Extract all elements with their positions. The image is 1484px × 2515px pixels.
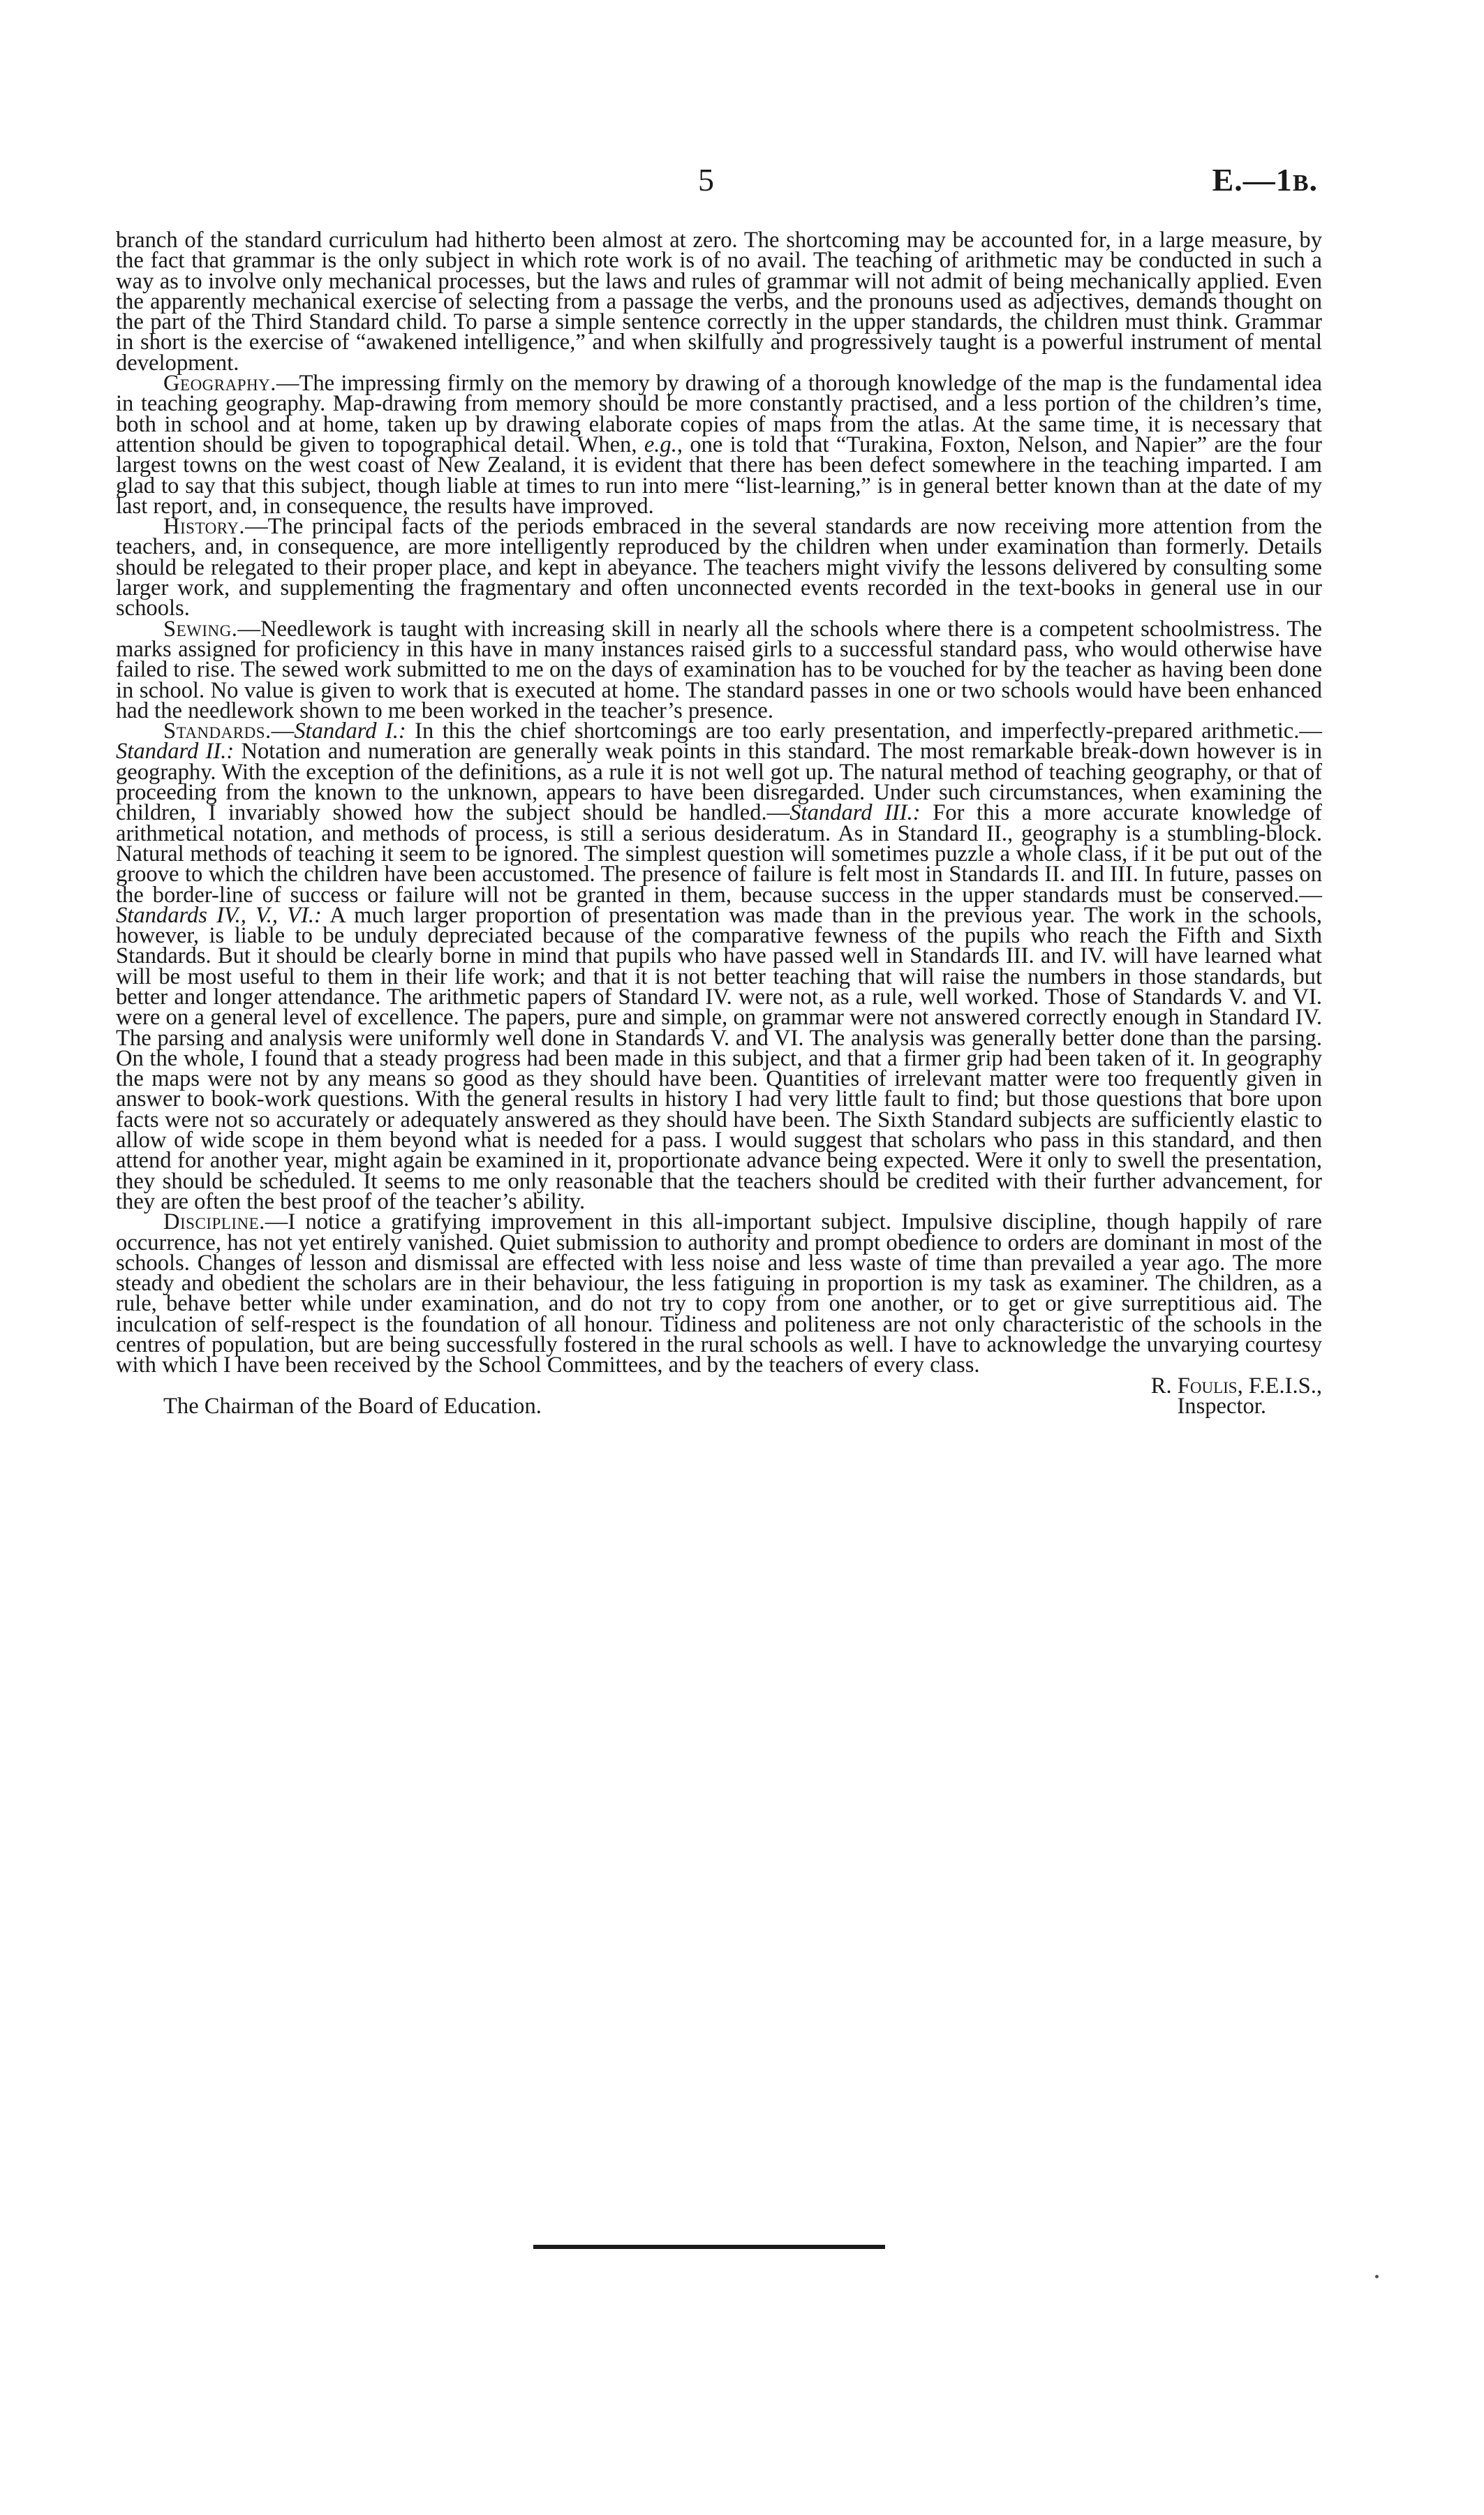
history-text: —The principal facts of the periods embraced in the several standards are now receiving more attention from the teachers, and, in consequence, are more intelligently reproduced by the children when under examination than formerly. Details should be relegated to their proper place, and kept in abeyance. The teachers might vivify the lessons delivered by consulting some larger work, and supplementing the fragmentary and often unconnected events recorded in the text-books in general use in our schools. [116,514,1322,621]
document-reference [1212,162,1318,202]
signatory-qualification: , F.E.I.S., [1237,1373,1322,1399]
standard-1-text: In this the chief shortcomings are too early presentation, and imperfectly-prepared arithmetic.— [406,718,1322,744]
reference-main: E.—1 [1212,162,1293,198]
standard-2-label: Standard II.: [116,739,235,765]
history-paragraph [116,514,1322,621]
geography-text-b: , one is told that “Turakina, Foxton, Nelson, and Napier” are the four largest towns on the west coast of New Zealand, it is evident that there has been defect somewhere in the teaching imparted. I am glad to say that this subject, though liable at times to run into mere “list-learning,” is in general better known than at the date of my last report, and, in consequence, the results have improved. [116,432,1322,519]
discipline-text: —I notice a gratifying improvement in this all-important subject. Impulsive discipline, though happily of rare occurrence, has not yet entirely vanished. Quiet submission to authority and prompt obedience to orders are dominant in most of the schools. Changes of lesson and dismissal are effected with less noise and less waste of time than prevailed a year ago. The more steady and obedient the scholars are in their behaviour, the less fatiguing in proportion is my task as examiner. The children, as a rule, behave better while under examination, and do not try to copy from one another, or to get or give surreptitious aid. The inculcation of self-respect is the foundation of all honour. Tidiness and politeness are not only characteristic of the schools in the centres of population, but are being successfully fostered in the rural schools as well. I have to acknowledge the unvarying courtesy with which I have been received by the School Committees, and by the teachers of every class. [116,1209,1322,1378]
sewing-text: —Needlework is taught with increasing skill in nearly all the schools where there is a competent schoolmistress. The marks assigned for proficiency in this have in many instances raised girls to a successful standard pass, who would otherwise have failed to rise. The sewed work submitted to me on the days of examination has to be vouched for by the teacher as having been done in school. No value is given to work that is executed at home. The standard passes in one or two schools would have been enhanced had the needlework shown to me been worked in the teacher’s presence. [116,616,1322,723]
sewing-heading: Sewing. [163,616,238,642]
page-speck [1375,2275,1379,2278]
discipline-heading: Discipline. [163,1209,265,1235]
standards-4-5-6-text: A much larger proportion of presentation was made than in the previous year. The work in the schools, however, is liable to be unduly depreciated because of the comparative fewness of the pupils who reach the Fifth and Sixth Standards. But it should be clearly borne in mind that pupils who have passed well in Standards III. and IV. will have learned what will be most useful to them in their life work; and that it is not better teaching that will raise the numbers in those standards, but better and longer attendance. The arithmetic papers of Standard IV. were not, as a rule, well worked. Those of Standards V. and VI. were on a general level of excellence. The papers, pure and simple, on grammar were not answered correctly enough in Standard IV. The parsing and analysis were uniformly well done in Standards V. and VI. The analysis was generally better done than the parsing. On the whole, I found that a steady progress had been made in this subject, and that a firmer grip had been taken of it. In geography the maps were not by any means so good as they should have been. Quantities of irrelevant matter were too frequently given in answer to book-work questions. With the general results in history I had very little fault to find; but those questions that bore upon facts were not so accurately or adequately answered as they should have been. The Sixth Standard subjects are sufficiently elastic to allow of wide scope in them beyond what is needed for a pass. I would suggest that scholars who pass in this standard, and then attend for another year, might again be examined in it, proportionate advance being expected. Were it only to swell the presentation, they should be scheduled. It seems to me only reasonable that the teachers should be credited with their further advancement, for they are often the best proof of the teacher’s ability. [116,902,1322,1214]
standard-2-text: Notation and numeration are generally weak points in this standard. The most remarkable break-down however is in geography. With the exception of the definitions, as a rule it is not well got up. The natural method of teaching geography, or that of proceeding from the known to the unknown, appears to have been disregarded. Under such circumstances, when examining the children, I invariably showed how the subject should be handled.— [116,739,1322,826]
geography-heading: Geography. [163,371,276,397]
standards-heading: Standards. [163,718,272,744]
standard-1-label: Standard I.: [294,718,406,744]
signoff [116,1373,1322,1419]
signatory-title: Inspector. [1177,1393,1266,1419]
standards-4-5-6-label: Standards IV., V., VI.: [116,902,322,928]
geography-paragraph [116,371,1322,519]
geography-text-a: —The impressing firmly on the memory by drawing of a thorough knowledge of the map is the fundamental idea in teaching geography. Map-drawing from memory should be more constantly practised, and a less portion of the children’s time, both in school and at home, taken up by drawing elaborate copies of maps from the atlas. At the same time, it is necessary that attention should be given to topographical detail. When, [116,371,1322,457]
standards-paragraph: Standards.—Standard I.: In this the chief shortcomings are too early presentation, and imperfectly-prepared arithmetic.—Standard II.: Notation and numeration are generally weak points in this standard. The most remarkable break-down however is in geography. With the exception of the definitions, as a rule it is not well got up. The natural method of teaching geography, or that of proceeding from the known to the unknown, appears to have been disregarded. Under such circumstances, when examining the children, I invariably showed how the subject should be handled.—Standard III.: For this a more accurate knowledge of arithmetical notation, and methods of process, is still a serious desideratum. As in Standard II., geography is a stumbling-block. Natural methods of teaching it seem to be ignored. The simplest question will sometimes puzzle a whole class, if it be put out of the groove to which the children have been accustomed. The presence of failure is felt most in Standards II. and III. In future, passes on the border-line of success or failure will not be granted in them, because success in the upper standards must be conserved.—Standards IV., V., VI.: A much larger proportion of presentation was made than in the previous year. The work in the schools, however, is liable to be unduly depreciated because of the comparative fewness of the pupils who reach the Fifth and Sixth Standards. But it should be clearly borne in mind that pupils who have passed well in Standards III. and IV. will have learned what will be most useful to them in their life work; and that it is not better teaching that will raise the numbers in those standards, but better and longer attendance. The arithmetic papers of Standard IV. were not, as a rule, well worked. Those of Standards V. and VI. were on a general level of excellence. The papers, pure and simple, on grammar were not answered correctly enough in Standard IV. The parsing and analysis were uniformly well done in Standards V. and VI. The analysis was generally better done than the parsing. On the whole, I found that a steady progress had been made in this subject, and that a firmer grip had been taken of it. In geography the maps were not by any means so good as they should have been. Quantities of irrelevant matter were too frequently given in answer to book-work questions. With the general results in history I had very little fault to find; but those questions that bore upon facts were not so accurately or adequately answered as they should have been. The Sixth Standard subjects are sufficiently elastic to allow of wide scope in them beyond what is needed for a pass. I would suggest that scholars who pass in this standard, and then attend for another year, might again be examined in it, proportionate advance being expected. Were it only to swell the presentation, they should be scheduled. It seems to me only reasonable that the teachers should be credited with their further advancement, for they are often the best proof of the teacher’s ability. [116,718,1323,1214]
signatory-initial: R. [1150,1373,1178,1399]
discipline-paragraph [116,1209,1322,1378]
reference-suffix: B [1292,170,1309,196]
history-heading: History. [163,514,246,540]
addressee: The Chairman of the Board of Education. [163,1393,542,1419]
standard-3-label: Standard III.: [789,800,921,826]
signatory-surname: Foulis [1177,1373,1238,1399]
grammar-paragraph: branch of the standard curriculum had hitherto been almost at zero. The shortcoming may be accounted for, in a large measure, by the fact that grammar is the only subject in which rote work is of no avail. The teaching of arithmetic may be conducted in such a way as to involve only mechanical processes, but the laws and rules of grammar will not admit of being mechanically applied. Even the apparently mechanical exercise of selecting from a passage the verbs, and the pronouns used as adjectives, demands thought on the part of the Third Standard child. To parse a simple sentence correctly in the upper standards, the children must think. Grammar in short is the exercise of “awakened intelligence,” and when skilfully and progressively taught is a powerful instrument of mental development. [116,228,1322,376]
report-body [116,230,1322,1417]
page-number: 5 [698,162,714,198]
standard-3-text: For this a more accurate knowledge of arithmetical notation, and methods of process, is still a serious desideratum. As in Standard II., geography is a stumbling-block. Natural methods of teaching it seem to be ignored. The simplest question will sometimes puzzle a whole class, if it be put out of the groove to which the children have been accustomed. The presence of failure is felt most in Standards II. and III. In future, passes on the border-line of success or failure will not be granted in them, because success in the upper standards must be conserved.— [116,800,1323,908]
geography-eg: e.g. [644,432,677,457]
reference-end: . [1309,162,1318,198]
sewing-paragraph [116,616,1322,723]
closing-rule [533,2245,885,2249]
